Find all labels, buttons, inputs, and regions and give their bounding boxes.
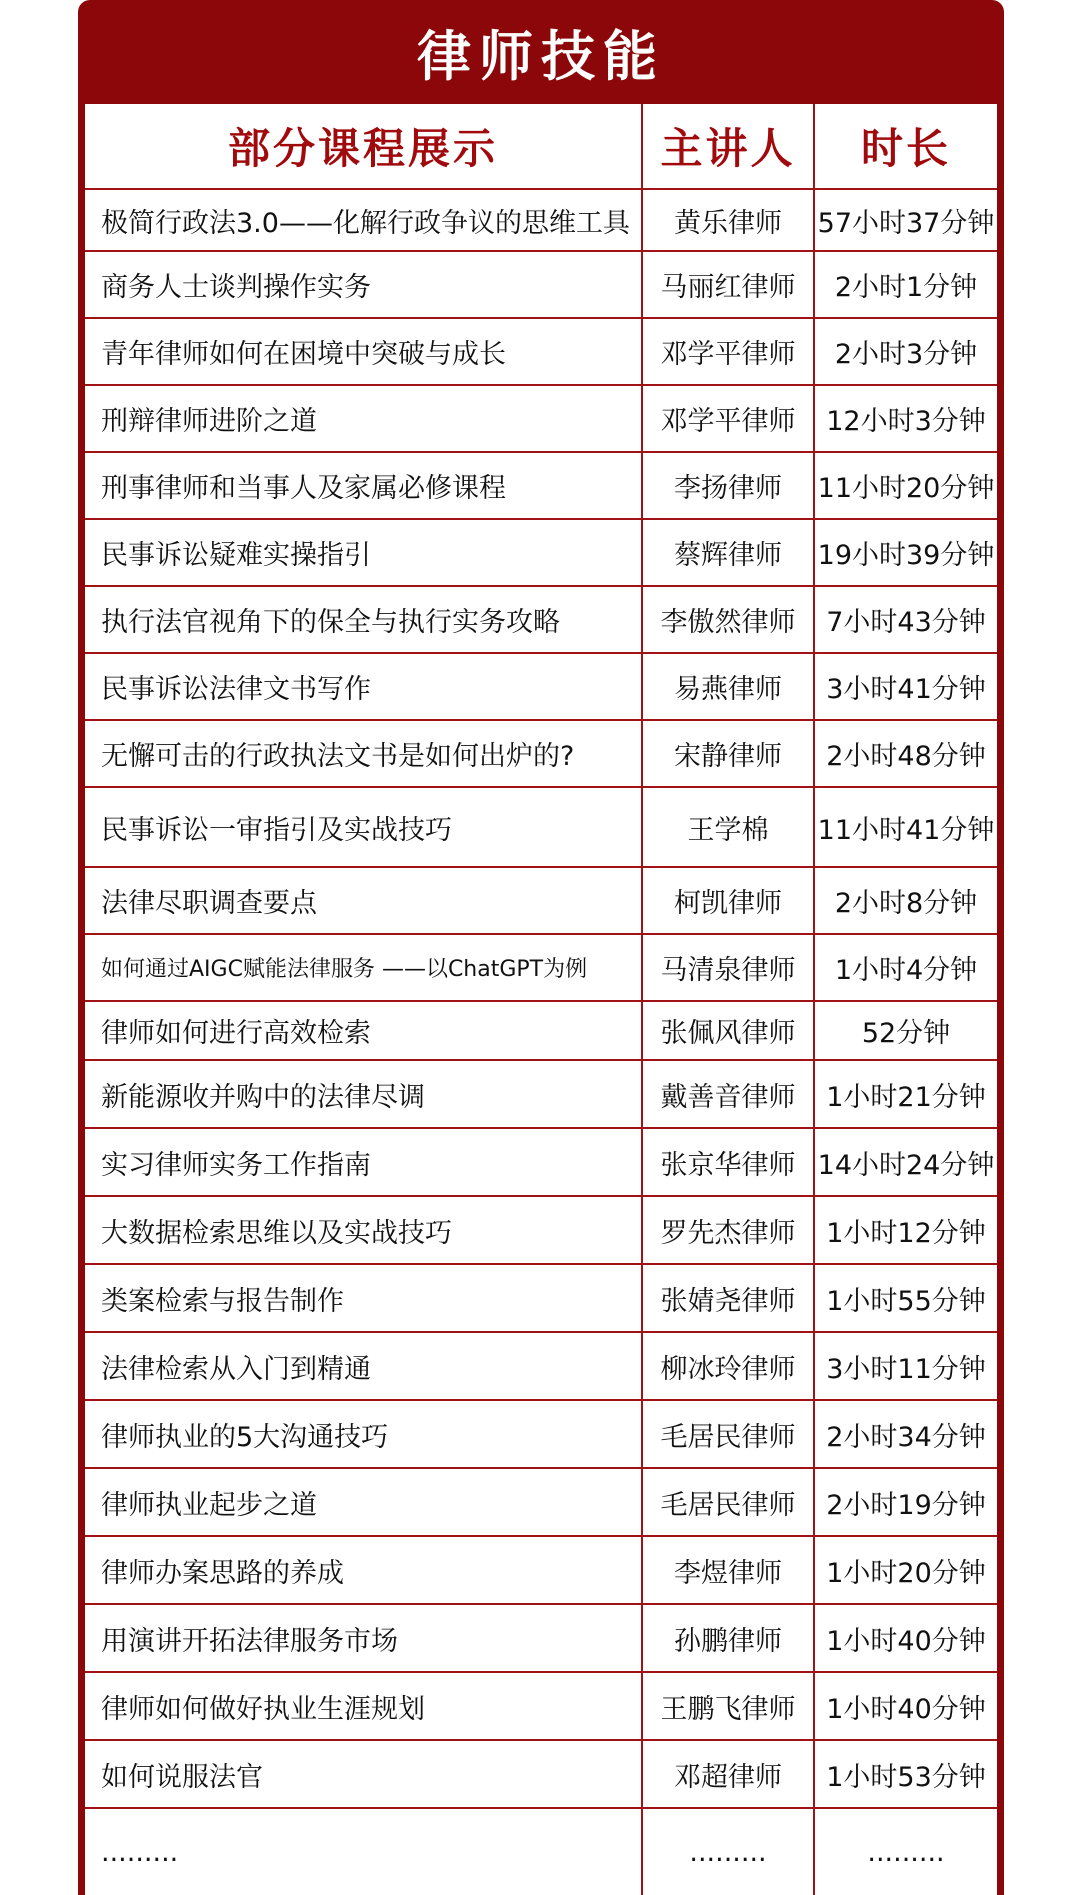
course-duration: 1小时20分钟 xyxy=(826,1557,986,1589)
lecturer-name: 李傲然律师 xyxy=(643,587,815,652)
course-title: 用演讲开拓法律服务市场 xyxy=(85,1605,643,1671)
course-title: 执行法官视角下的保全与执行实务攻略 xyxy=(85,587,643,652)
course-title: 大数据检索思维以及实战技巧 xyxy=(85,1197,643,1263)
course-duration: 3小时11分钟 xyxy=(826,1353,986,1385)
table-row xyxy=(85,520,997,587)
course-title: 法律尽职调查要点 xyxy=(85,868,643,933)
course-duration: 2小时8分钟 xyxy=(834,888,978,919)
course-table xyxy=(85,104,997,1895)
course-duration: ......... xyxy=(867,1836,945,1868)
course-duration: 1小时40分钟 xyxy=(826,1693,986,1725)
course-duration: 7小时43分钟 xyxy=(826,607,986,638)
lecturer-name: 宋静律师 xyxy=(643,721,815,786)
table-row xyxy=(85,1401,997,1469)
course-title: 无懈可击的行政执法文书是如何出炉的? xyxy=(85,721,643,786)
lecturer-name: 罗先杰律师 xyxy=(643,1197,815,1263)
course-title: 如何通过AIGC赋能法律服务 ——以ChatGPT为例 xyxy=(85,935,643,1000)
table-row xyxy=(85,1002,997,1061)
course-duration: 11小时41分钟 xyxy=(817,814,995,846)
lecturer-name: 邓学平律师 xyxy=(643,319,815,384)
lecturer-name: 戴善音律师 xyxy=(643,1061,815,1127)
lecturer-name: 邓超律师 xyxy=(643,1741,815,1807)
lecturer-name: 张佩风律师 xyxy=(643,1002,815,1059)
course-duration: 52分钟 xyxy=(861,1018,951,1049)
course-title: 实习律师实务工作指南 xyxy=(85,1129,643,1195)
course-duration: 2小时19分钟 xyxy=(826,1489,986,1521)
course-title: 民事诉讼法律文书写作 xyxy=(85,654,643,719)
table-row xyxy=(85,1129,997,1197)
table-row xyxy=(85,1809,997,1895)
table-row xyxy=(85,1673,997,1741)
table-row xyxy=(85,386,997,453)
course-duration: 14小时24分钟 xyxy=(817,1149,995,1181)
lecturer-name: 毛居民律师 xyxy=(643,1401,815,1467)
table-row xyxy=(85,1605,997,1673)
lecturer-name: 王学棉 xyxy=(643,788,815,866)
lecturer-name: 易燕律师 xyxy=(643,654,815,719)
course-duration: 1小时21分钟 xyxy=(826,1081,986,1113)
course-duration: 2小时48分钟 xyxy=(826,741,986,772)
course-title: 新能源收并购中的法律尽调 xyxy=(85,1061,643,1127)
lecturer-name: 李煜律师 xyxy=(643,1537,815,1603)
lecturer-name: ......... xyxy=(643,1809,815,1895)
header-duration: 时长 xyxy=(860,124,951,173)
course-title: 律师如何进行高效检索 xyxy=(85,1002,643,1059)
table-row xyxy=(85,868,997,935)
course-duration: 12小时3分钟 xyxy=(826,406,986,437)
lecturer-name: 马丽红律师 xyxy=(643,252,815,317)
lecturer-name: 王鹏飞律师 xyxy=(643,1673,815,1739)
table-row xyxy=(85,1265,997,1333)
lecturer-name: 蔡辉律师 xyxy=(643,520,815,585)
course-duration: 19小时39分钟 xyxy=(817,540,995,571)
course-title: 民事诉讼一审指引及实战技巧 xyxy=(85,788,643,866)
table-row xyxy=(85,1061,997,1129)
course-duration: 1小时53分钟 xyxy=(826,1761,986,1793)
course-title: 律师执业起步之道 xyxy=(85,1469,643,1535)
table-row xyxy=(85,1537,997,1605)
lecturer-name: 张京华律师 xyxy=(643,1129,815,1195)
course-duration: 3小时41分钟 xyxy=(826,674,986,705)
course-duration: 2小时34分钟 xyxy=(826,1421,986,1453)
table-row xyxy=(85,453,997,520)
course-title: ......... xyxy=(85,1809,643,1895)
course-duration: 57小时37分钟 xyxy=(817,207,995,239)
table-row xyxy=(85,654,997,721)
table-row xyxy=(85,319,997,386)
course-duration: 11小时20分钟 xyxy=(817,473,995,504)
lecturer-name: 张婧尧律师 xyxy=(643,1265,815,1331)
table-row xyxy=(85,721,997,788)
lecturer-name: 邓学平律师 xyxy=(643,386,815,451)
course-title: 律师执业的5大沟通技巧 xyxy=(85,1401,643,1467)
table-row xyxy=(85,1333,997,1401)
table-header-row xyxy=(85,104,997,190)
lecturer-name: 黄乐律师 xyxy=(643,190,815,250)
course-duration: 1小时40分钟 xyxy=(826,1625,986,1657)
course-title: 刑事律师和当事人及家属必修课程 xyxy=(85,453,643,518)
header-lecturer: 主讲人 xyxy=(643,104,815,188)
lecturer-name: 李扬律师 xyxy=(643,453,815,518)
table-row xyxy=(85,1197,997,1265)
course-title: 律师如何做好执业生涯规划 xyxy=(85,1673,643,1739)
course-title: 极简行政法3.0——化解行政争议的思维工具 xyxy=(85,190,643,250)
course-duration: 1小时55分钟 xyxy=(826,1285,986,1317)
course-title: 商务人士谈判操作实务 xyxy=(85,252,643,317)
course-duration: 1小时12分钟 xyxy=(826,1217,986,1249)
table-row xyxy=(85,1469,997,1537)
course-table-panel xyxy=(78,0,1004,1895)
lecturer-name: 孙鹏律师 xyxy=(643,1605,815,1671)
table-row xyxy=(85,190,997,252)
table-row xyxy=(85,252,997,319)
course-title: 类案检索与报告制作 xyxy=(85,1265,643,1331)
lecturer-name: 毛居民律师 xyxy=(643,1469,815,1535)
header-course: 部分课程展示 xyxy=(85,104,643,188)
course-duration: 2小时1分钟 xyxy=(834,272,978,303)
lecturer-name: 柯凯律师 xyxy=(643,868,815,933)
lecturer-name: 马清泉律师 xyxy=(643,935,815,1000)
table-row xyxy=(85,788,997,868)
table-row xyxy=(85,1741,997,1809)
course-title: 如何说服法官 xyxy=(85,1741,643,1807)
table-row xyxy=(85,587,997,654)
course-title: 法律检索从入门到精通 xyxy=(85,1333,643,1399)
table-row xyxy=(85,935,997,1002)
course-title: 律师办案思路的养成 xyxy=(85,1537,643,1603)
lecturer-name: 柳冰玲律师 xyxy=(643,1333,815,1399)
course-title: 刑辩律师进阶之道 xyxy=(85,386,643,451)
panel-title: 律师技能 xyxy=(417,24,665,88)
course-duration: 2小时3分钟 xyxy=(834,339,978,370)
course-title: 青年律师如何在困境中突破与成长 xyxy=(85,319,643,384)
course-duration: 1小时4分钟 xyxy=(834,955,978,986)
course-title: 民事诉讼疑难实操指引 xyxy=(85,520,643,585)
